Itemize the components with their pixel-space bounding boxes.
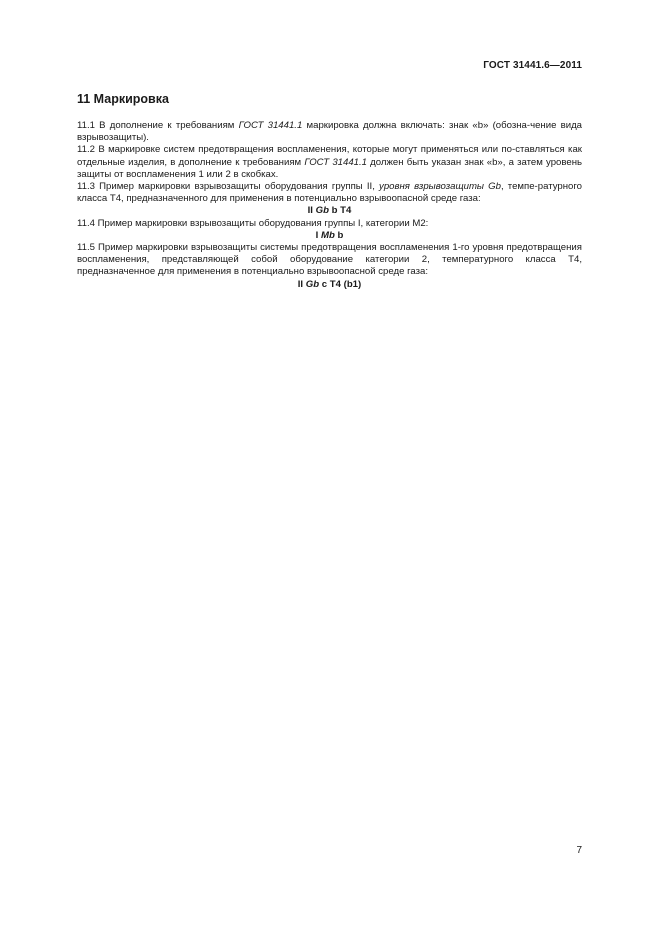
marking-part: I bbox=[315, 229, 321, 241]
marking-example-11-5 bbox=[77, 279, 582, 291]
paragraph-text: 11.3 Пример маркировки взрывозащиты оборудования группы II, bbox=[77, 181, 380, 193]
page-number: 7 bbox=[576, 845, 582, 856]
marking-part: b bbox=[334, 229, 344, 241]
paragraph-text: 11.2 В маркировке систем предотвращения воспламенения, которые могут применяться или по-ставляться как отдельные изделия, в дополнение к требованиям bbox=[77, 144, 582, 168]
paragraph-11-1 bbox=[77, 120, 582, 144]
marking-part: II bbox=[307, 205, 316, 217]
marking-level: Gb bbox=[315, 205, 329, 217]
section-body bbox=[77, 120, 582, 291]
marking-part: c T4 (b1) bbox=[319, 278, 362, 290]
paragraph-11-4: 11.4 Пример маркировки взрывозащиты оборудования группы I, категории M2: bbox=[77, 217, 429, 229]
italic-term: уровня взрывозащиты Gb bbox=[379, 181, 501, 193]
marking-level: Gb bbox=[305, 278, 320, 290]
paragraph-11-3 bbox=[77, 181, 582, 205]
marking-part: b T4 bbox=[328, 205, 352, 217]
marking-level: Mb bbox=[320, 229, 335, 241]
paragraph-text: маркировка должна включать: знак «b» (обозна-чение вида взрывозащиты). bbox=[77, 120, 583, 144]
standard-reference: ГОСТ 31441.1 bbox=[238, 120, 303, 131]
paragraph-text: , темпе-ратурного класса Т4, предназначенного для применения в потенциально взрывоопасной среде газа: bbox=[77, 181, 582, 205]
marking-part: II bbox=[297, 278, 306, 290]
paragraph-text: 11.1 В дополнение к требованиям bbox=[77, 120, 239, 131]
section-title: 11 Маркировка bbox=[77, 92, 169, 106]
standard-code-header: ГОСТ 31441.6—2011 bbox=[483, 60, 582, 71]
marking-example-11-3 bbox=[77, 205, 582, 217]
paragraph-11-2 bbox=[77, 144, 582, 181]
marking-example-11-4 bbox=[77, 230, 582, 242]
paragraph-11-5: 11.5 Пример маркировки взрывозащиты системы предотвращения воспламенения 1-го уровня предотвращения воспламенения, представляющей собой оборудование категории 2, температурного класса Т4, предназначенное для применения в потенциально взрывоопасной среде газа: bbox=[77, 242, 582, 278]
standard-reference: ГОСТ 31441.1 bbox=[304, 156, 367, 168]
paragraph-text: должен быть указан знак «b», а затем уровень защиты от воспламенения 1 или 2 в скобках. bbox=[77, 156, 582, 180]
